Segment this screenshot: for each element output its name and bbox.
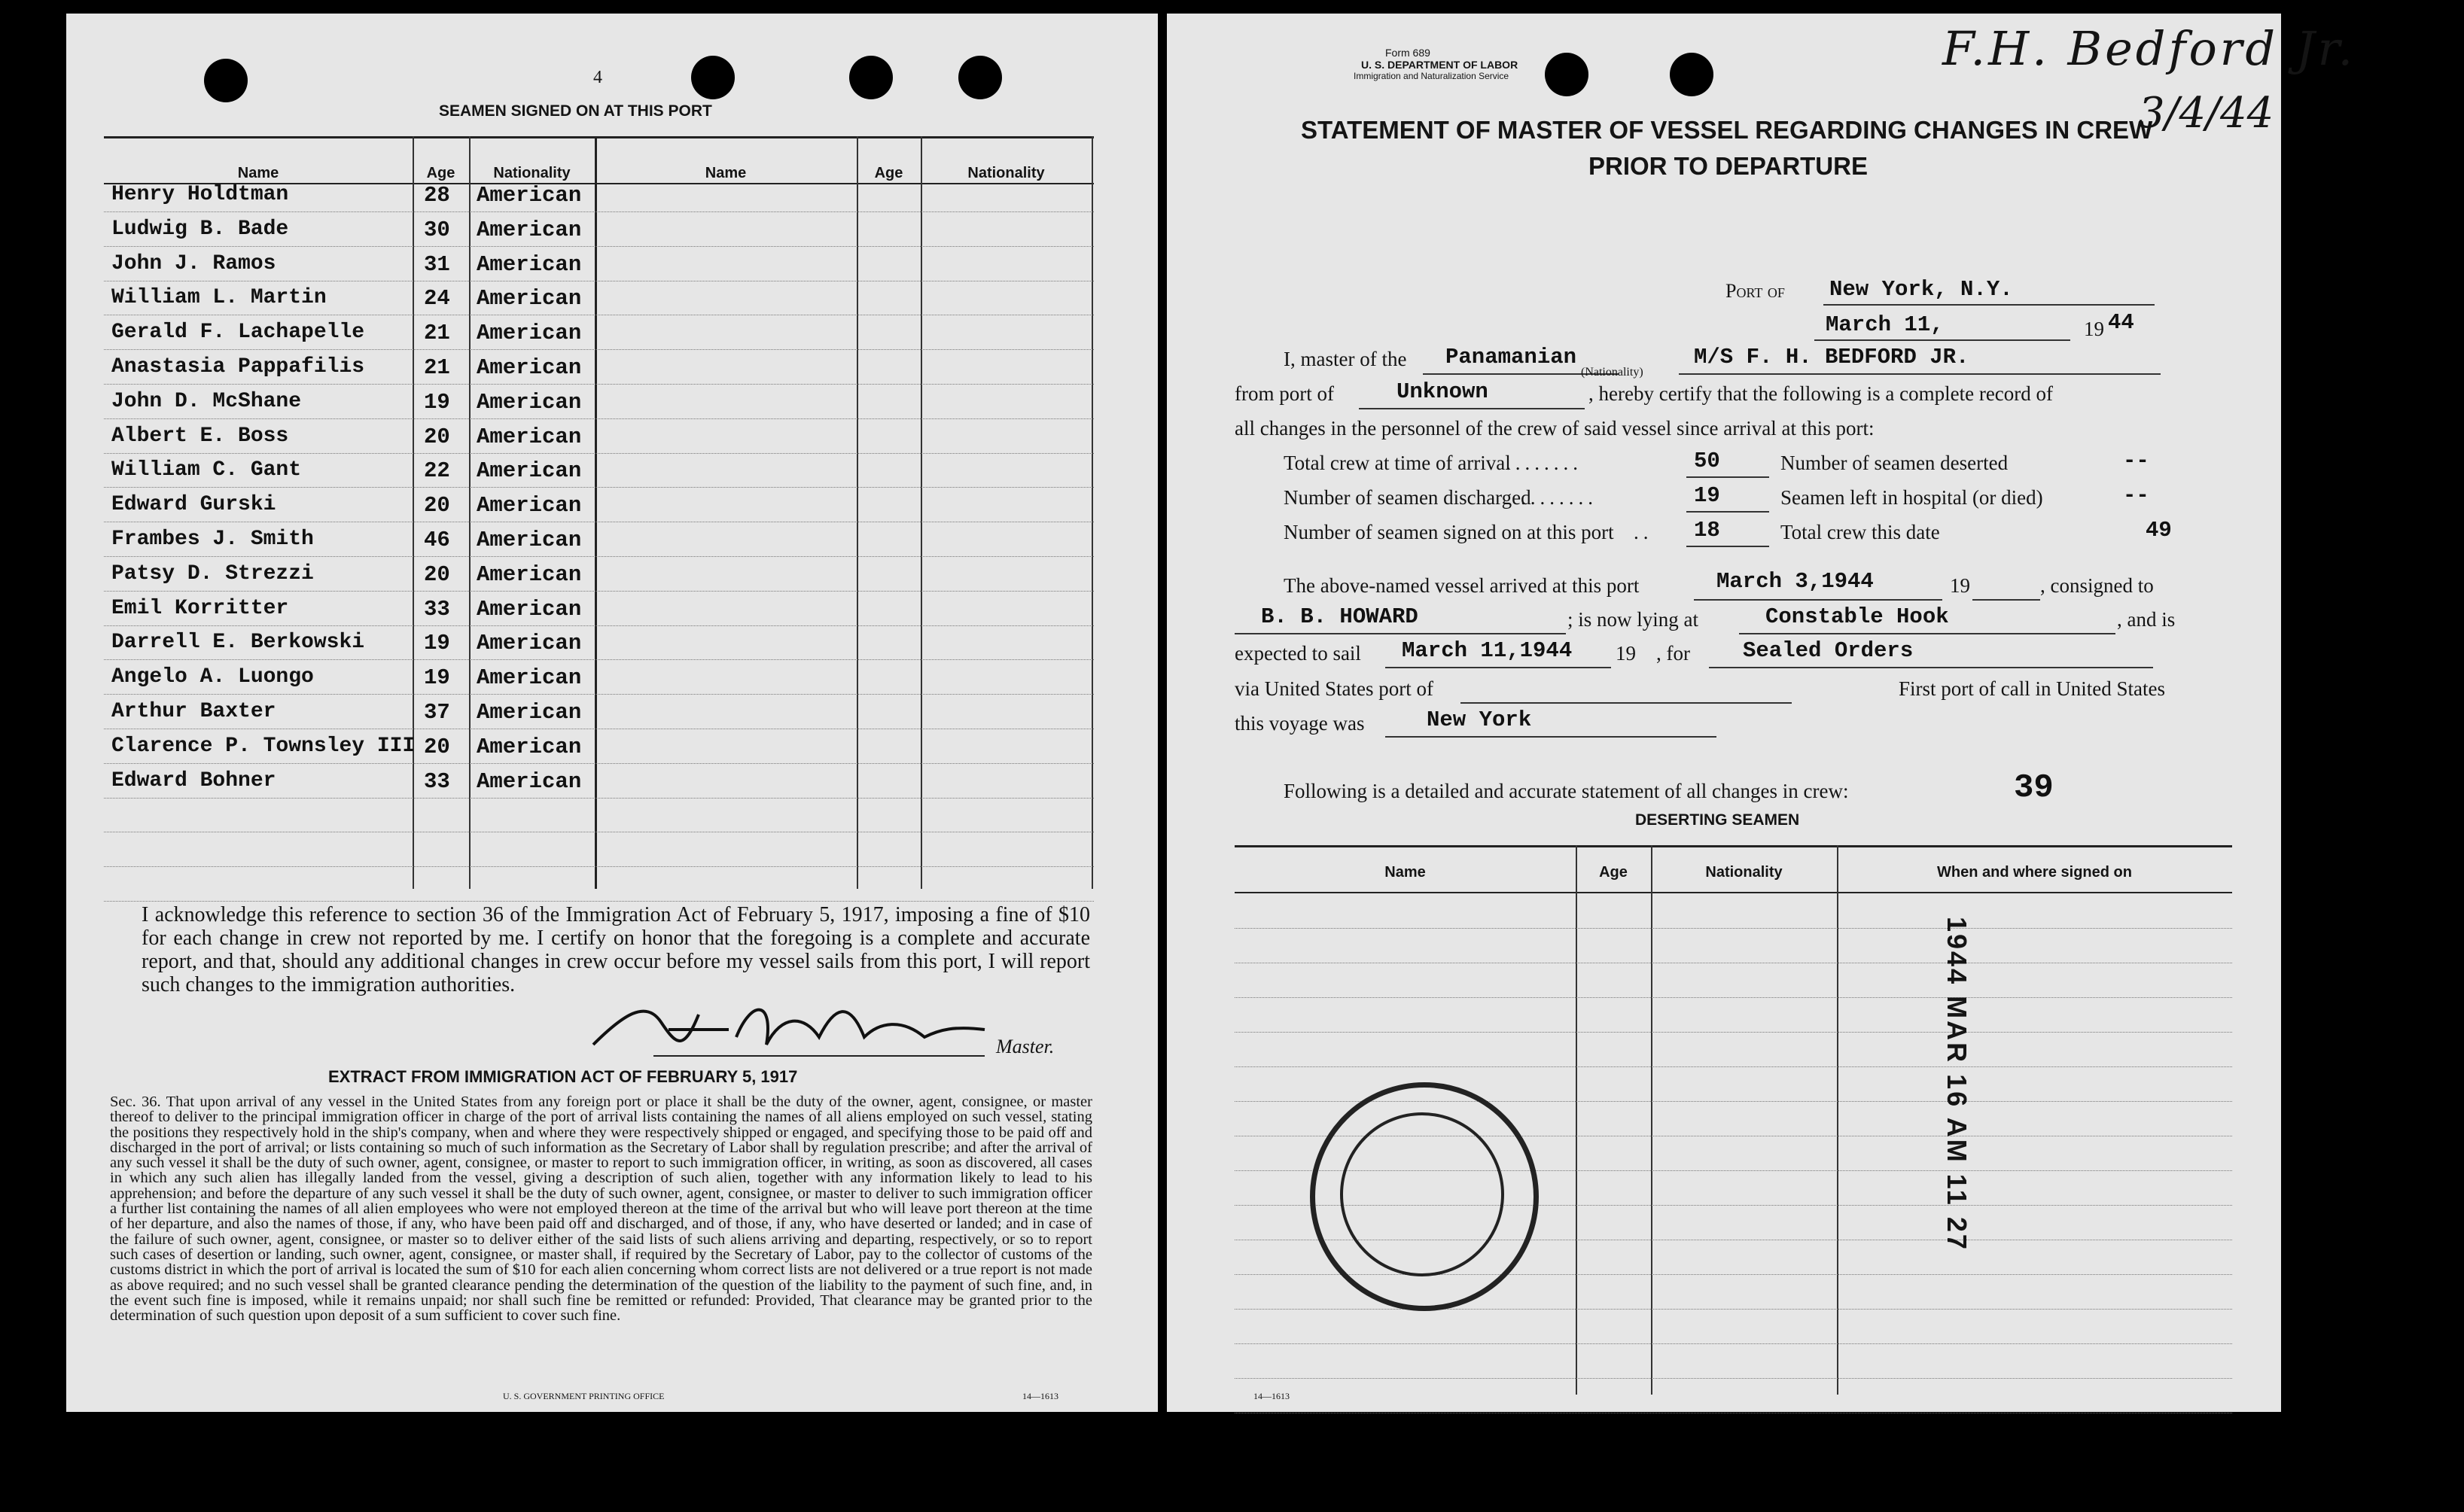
section-title: SEAMEN SIGNED ON AT THIS PORT (439, 102, 712, 120)
and-is: , and is (2117, 608, 2176, 631)
seaman-nationality: American (477, 665, 582, 691)
seaman-name: Ludwig B. Bade (111, 217, 289, 241)
form-number: Form 689 (1385, 47, 1430, 59)
seaman-age: 30 (424, 217, 450, 242)
leader-dots: ........ (1521, 486, 1597, 509)
table-row (104, 252, 1094, 282)
left-page (66, 14, 1158, 1412)
consigned-label: , consigned to (2040, 574, 2154, 597)
table-rule (1235, 1066, 2232, 1067)
seaman-age: 19 (424, 665, 450, 691)
stat-underline (1686, 511, 1769, 513)
table-rule (1235, 928, 2232, 929)
deserting-header-age: Age (1599, 864, 1628, 881)
table-row (104, 218, 1094, 248)
port-underline (1823, 304, 2155, 306)
table-rule (104, 901, 1094, 902)
seaman-nationality: American (477, 183, 582, 208)
form-code-left: 14—1613 (1022, 1391, 1058, 1401)
column-header-name-2: Name (705, 165, 747, 181)
lying-value: Constable Hook (1765, 604, 1949, 629)
master-of-label: I, master of the (1284, 348, 1407, 370)
table-row (104, 183, 1094, 213)
arrived-label: The above-named vessel arrived at this port (1284, 574, 1640, 597)
consignee-value: B. B. HOWARD (1261, 604, 1418, 629)
seaman-nationality: American (477, 321, 582, 346)
certify-text: , hereby certify that the following is a complete record of (1588, 382, 2054, 405)
expected-underline (1385, 667, 1611, 668)
seaman-name: Edward Gurski (111, 493, 276, 517)
seaman-name: Henry Holdtman (111, 183, 289, 206)
table-row (104, 424, 1094, 455)
punch-hole (849, 56, 893, 99)
expected-year: 19 (1616, 642, 1636, 665)
seaman-nationality: American (477, 561, 582, 587)
seaman-age: 24 (424, 286, 450, 312)
table-row (104, 700, 1094, 730)
punch-hole (958, 56, 1002, 99)
extract-text: Sec. 36. That upon arrival of any vessel in the United States from any foreign port or place it shall be the duty of the owner, agent, consignee, or master thereof to deliver to the principal immigration officer in charge of the port of arrival lists containing the names of all aliens employed on such vessel, stating the positions they respectively hold in the ship's company, when and where they were respectively shipped or engaged, and specifying those to be paid off and discharged in the port of arrival; or lists containing so much of such information as the Secretary of Labor shall by regulation prescribe; and after the arrival of any such vessel it shall be the duty of such owner, agent, consignee, or master to report to such immigration officer, in writing, as soon as discovered, all cases in which any such alien has illegally landed from the vessel, giving a description of such alien, together with any information likely to lead to his apprehension; and before the departure of any such vessel it shall be the duty of such owner, agent, consignee, or master to deliver to such immigration officer a further list containing the names of all alien employees who were not employed thereon at the time of the arrival but who will leave port thereon at the time of her departure, and also the names of those, if any, who have been paid off and discharged, and of those, if any, who have deserted or landed; and in case of the failure of such owner, agent, consignee, or master so to deliver either of the said lists of such aliens arriving and departing, respectively, or so to report such cases of desertion or landing, such owner, agent, consignee, or master shall, if required by the Secretary of Labor, pay to the collector of customs of the customs district in which the port of arrival is located the sum of $10 for each alien concerning whom correct lists are not delivered or a true report is not made as above required; and no such vessel shall be granted clearance pending the determination of the question of the liability to the payment of such fine, and, in the event such fine is imposed, while it remains unpaid; nor shall such fine be remitted or refunded: Provided, That clearance may be granted prior to the determination of such question upon deposit of a sum sufficient to cover such fine. (110, 1094, 1092, 1325)
stat-value: 50 (1694, 449, 1720, 473)
seaman-age: 46 (424, 528, 450, 552)
leader-dots: .. (1634, 521, 1653, 543)
table-row (104, 597, 1094, 627)
seaman-name: Clarence P. Townsley III (111, 734, 416, 758)
port-label: Port of (1725, 280, 1785, 302)
expected-label: expected to sail (1235, 642, 1361, 665)
seaman-name: Gerald F. Lachapelle (111, 321, 365, 345)
handwritten-note: F.H. Bedford Jr. (1942, 21, 2356, 76)
seaman-age: 21 (424, 321, 450, 346)
expected-value: March 11,1944 (1402, 638, 1573, 663)
column-header-name: Name (237, 165, 279, 181)
seaman-age: 20 (424, 424, 450, 449)
for-value: Sealed Orders (1743, 638, 1914, 663)
seaman-name: Angelo A. Luongo (111, 665, 314, 689)
for-underline (1709, 667, 2153, 668)
column-header-age-2: Age (874, 165, 903, 181)
acknowledgement-text: I acknowledge this reference to section 36 of the Immigration Act of February 5, 1917, imposing a fine of $10 for each change in crew not reported by me. I certify on honor that the foregoing is a complete and accurate report, and that, should any additional changes in crew occur before my vessel sails from this port, I will report such changes to the immigration authorities. (142, 903, 1090, 996)
seaman-nationality: American (477, 734, 582, 759)
seaman-nationality: American (477, 528, 582, 552)
seaman-name: Darrell E. Berkowski (111, 631, 365, 655)
port-value: New York, N.Y. (1829, 277, 2013, 302)
service: Immigration and Naturalization Service (1354, 71, 1509, 81)
seaman-name: Frambes J. Smith (111, 528, 314, 551)
stat-underline (1686, 546, 1769, 547)
seaman-name: William C. Gant (111, 458, 302, 482)
seaman-nationality: American (477, 493, 582, 519)
table-row (104, 458, 1094, 488)
right-page (1167, 14, 2356, 1412)
table-rule (1235, 1378, 2232, 1379)
seaman-nationality: American (477, 700, 582, 725)
stat-value: 18 (1694, 518, 1720, 543)
stat-value: 19 (1694, 483, 1720, 508)
nationality-value: Panamanian (1445, 345, 1577, 370)
nationality-caption: (Nationality) (1581, 366, 1643, 379)
first-port-label: First port of call in United States (1899, 677, 2165, 700)
seaman-nationality: American (477, 596, 582, 622)
lying-label: ; is now lying at (1567, 608, 1698, 631)
seaman-nationality: American (477, 286, 582, 312)
department: U. S. DEPARTMENT OF LABOR (1361, 59, 1518, 71)
table-row (104, 321, 1094, 351)
stat-right-value: 49 (2146, 518, 2172, 543)
consignee-underline (1235, 633, 1566, 634)
received-stamp: 1944 MAR 16 AM 11 27 (1942, 917, 1972, 1252)
year-value: 44 (2108, 310, 2134, 335)
punch-hole (1670, 53, 1713, 96)
seaman-name: Arthur Baxter (111, 700, 276, 723)
table-rule (1235, 1309, 2232, 1310)
seaman-name: John J. Ramos (111, 251, 276, 275)
column-header-nationality: Nationality (493, 165, 571, 181)
table-rule (104, 866, 1094, 867)
table-row (104, 665, 1094, 695)
seaman-nationality: American (477, 768, 582, 794)
date-underline (1814, 339, 2070, 341)
table-row (104, 390, 1094, 420)
seaman-age: 33 (424, 768, 450, 794)
signature-caption: Master. (996, 1036, 1055, 1057)
from-port-value: Unknown (1396, 379, 1488, 404)
deserting-header-signed-on: When and where signed on (1937, 864, 2132, 881)
arrived-year: 19 (1950, 574, 1970, 597)
seaman-age: 19 (424, 389, 450, 415)
year-prefix: 19 (2084, 318, 2104, 340)
seaman-name: Edward Bohner (111, 768, 276, 793)
voyage-value: New York (1427, 707, 1532, 732)
seaman-nationality: American (477, 389, 582, 415)
vessel-value: M/S F. H. BEDFORD JR. (1694, 345, 1969, 370)
table-row (104, 562, 1094, 592)
deserting-title: DESERTING SEAMEN (1635, 811, 1800, 829)
seaman-nationality: American (477, 458, 582, 484)
vessel-underline (1679, 373, 2161, 375)
seaman-age: 20 (424, 561, 450, 587)
form-title-line1: STATEMENT OF MASTER OF VESSEL REGARDING CHANGES IN CREW (1301, 116, 2153, 144)
stat-label: Number of seamen signed on at this port (1284, 521, 1614, 543)
table-row (104, 286, 1094, 316)
voyage-label: this voyage was (1235, 712, 1365, 735)
certify-text-2: all changes in the personnel of the crew of said vessel since arrival at this port: (1235, 417, 1875, 440)
punch-hole (691, 56, 735, 99)
seaman-age: 20 (424, 734, 450, 759)
voyage-underline (1385, 736, 1716, 738)
table-row (104, 631, 1094, 661)
deserting-header-name: Name (1384, 864, 1426, 881)
page-number: 4 (593, 68, 602, 87)
table-row (104, 528, 1094, 558)
seaman-age: 37 (424, 700, 450, 725)
seaman-age: 33 (424, 596, 450, 622)
stat-underline (1686, 476, 1769, 478)
seamen-table (104, 136, 1094, 889)
seaman-age: 31 (424, 251, 450, 277)
date-value: March 11, (1826, 312, 1944, 337)
table-rule (1235, 1032, 2232, 1033)
master-signature (578, 984, 1000, 1067)
from-port-label: from port of (1235, 382, 1334, 405)
table-row (104, 355, 1094, 385)
stat-right-label: Seamen left in hospital (or died) (1780, 486, 2043, 509)
seaman-age: 19 (424, 631, 450, 656)
from-port-underline (1359, 408, 1585, 409)
stat-right-label: Number of seamen deserted (1780, 452, 2009, 474)
via-label: via United States port of (1235, 677, 1433, 700)
seaman-name: John D. McShane (111, 389, 302, 413)
circular-stamp-inner (1340, 1112, 1504, 1276)
stat-right-value: -- (2123, 483, 2149, 508)
punch-hole (204, 59, 248, 102)
seaman-nationality: American (477, 631, 582, 656)
seaman-nationality: American (477, 217, 582, 242)
stat-right-value: -- (2123, 449, 2149, 473)
seaman-name: Anastasia Pappafilis (111, 355, 365, 379)
punch-hole (1545, 53, 1588, 96)
extract-title: EXTRACT FROM IMMIGRATION ACT OF FEBRUARY 5, 1917 (328, 1067, 798, 1086)
stat-label: Total crew at time of arrival (1284, 452, 1511, 474)
table-row (104, 493, 1094, 523)
seaman-nationality: American (477, 424, 582, 449)
column-header-nationality-2: Nationality (967, 165, 1045, 181)
table-rule (1235, 997, 2232, 998)
seaman-age: 20 (424, 493, 450, 519)
handwritten-date: 3/4/44 (2138, 89, 2274, 138)
changes-count: 39 (2014, 769, 2054, 807)
arrived-year-underline (1972, 599, 2040, 601)
table-row (104, 735, 1094, 765)
arrived-underline (1694, 599, 1942, 601)
table-rule (1235, 1343, 2232, 1344)
for-label: , for (1656, 642, 1690, 665)
via-underline (1460, 702, 1792, 704)
form-title-line2: PRIOR TO DEPARTURE (1588, 152, 1868, 180)
printer-line: U. S. GOVERNMENT PRINTING OFFICE (503, 1391, 665, 1401)
following-text: Following is a detailed and accurate statement of all changes in crew: (1284, 780, 1849, 802)
arrived-value: March 3,1944 (1716, 569, 1874, 594)
form-code-right: 14—1613 (1253, 1391, 1290, 1401)
seaman-name: Emil Korritter (111, 596, 289, 620)
deserting-header-nationality: Nationality (1705, 864, 1783, 881)
seaman-name: Albert E. Boss (111, 424, 289, 448)
seaman-nationality: American (477, 251, 582, 277)
stat-label: Number of seamen discharged (1284, 486, 1531, 509)
seaman-name: Patsy D. Strezzi (111, 561, 314, 586)
seaman-name: William L. Martin (111, 286, 327, 310)
seaman-age: 22 (424, 458, 450, 484)
table-row (104, 769, 1094, 799)
leader-dots: ........ (1506, 452, 1582, 474)
column-header-age: Age (426, 165, 455, 181)
seaman-age: 21 (424, 355, 450, 380)
stat-right-label: Total crew this date (1780, 521, 1940, 543)
seaman-age: 28 (424, 183, 450, 208)
seaman-nationality: American (477, 355, 582, 380)
lying-underline (1739, 633, 2115, 634)
